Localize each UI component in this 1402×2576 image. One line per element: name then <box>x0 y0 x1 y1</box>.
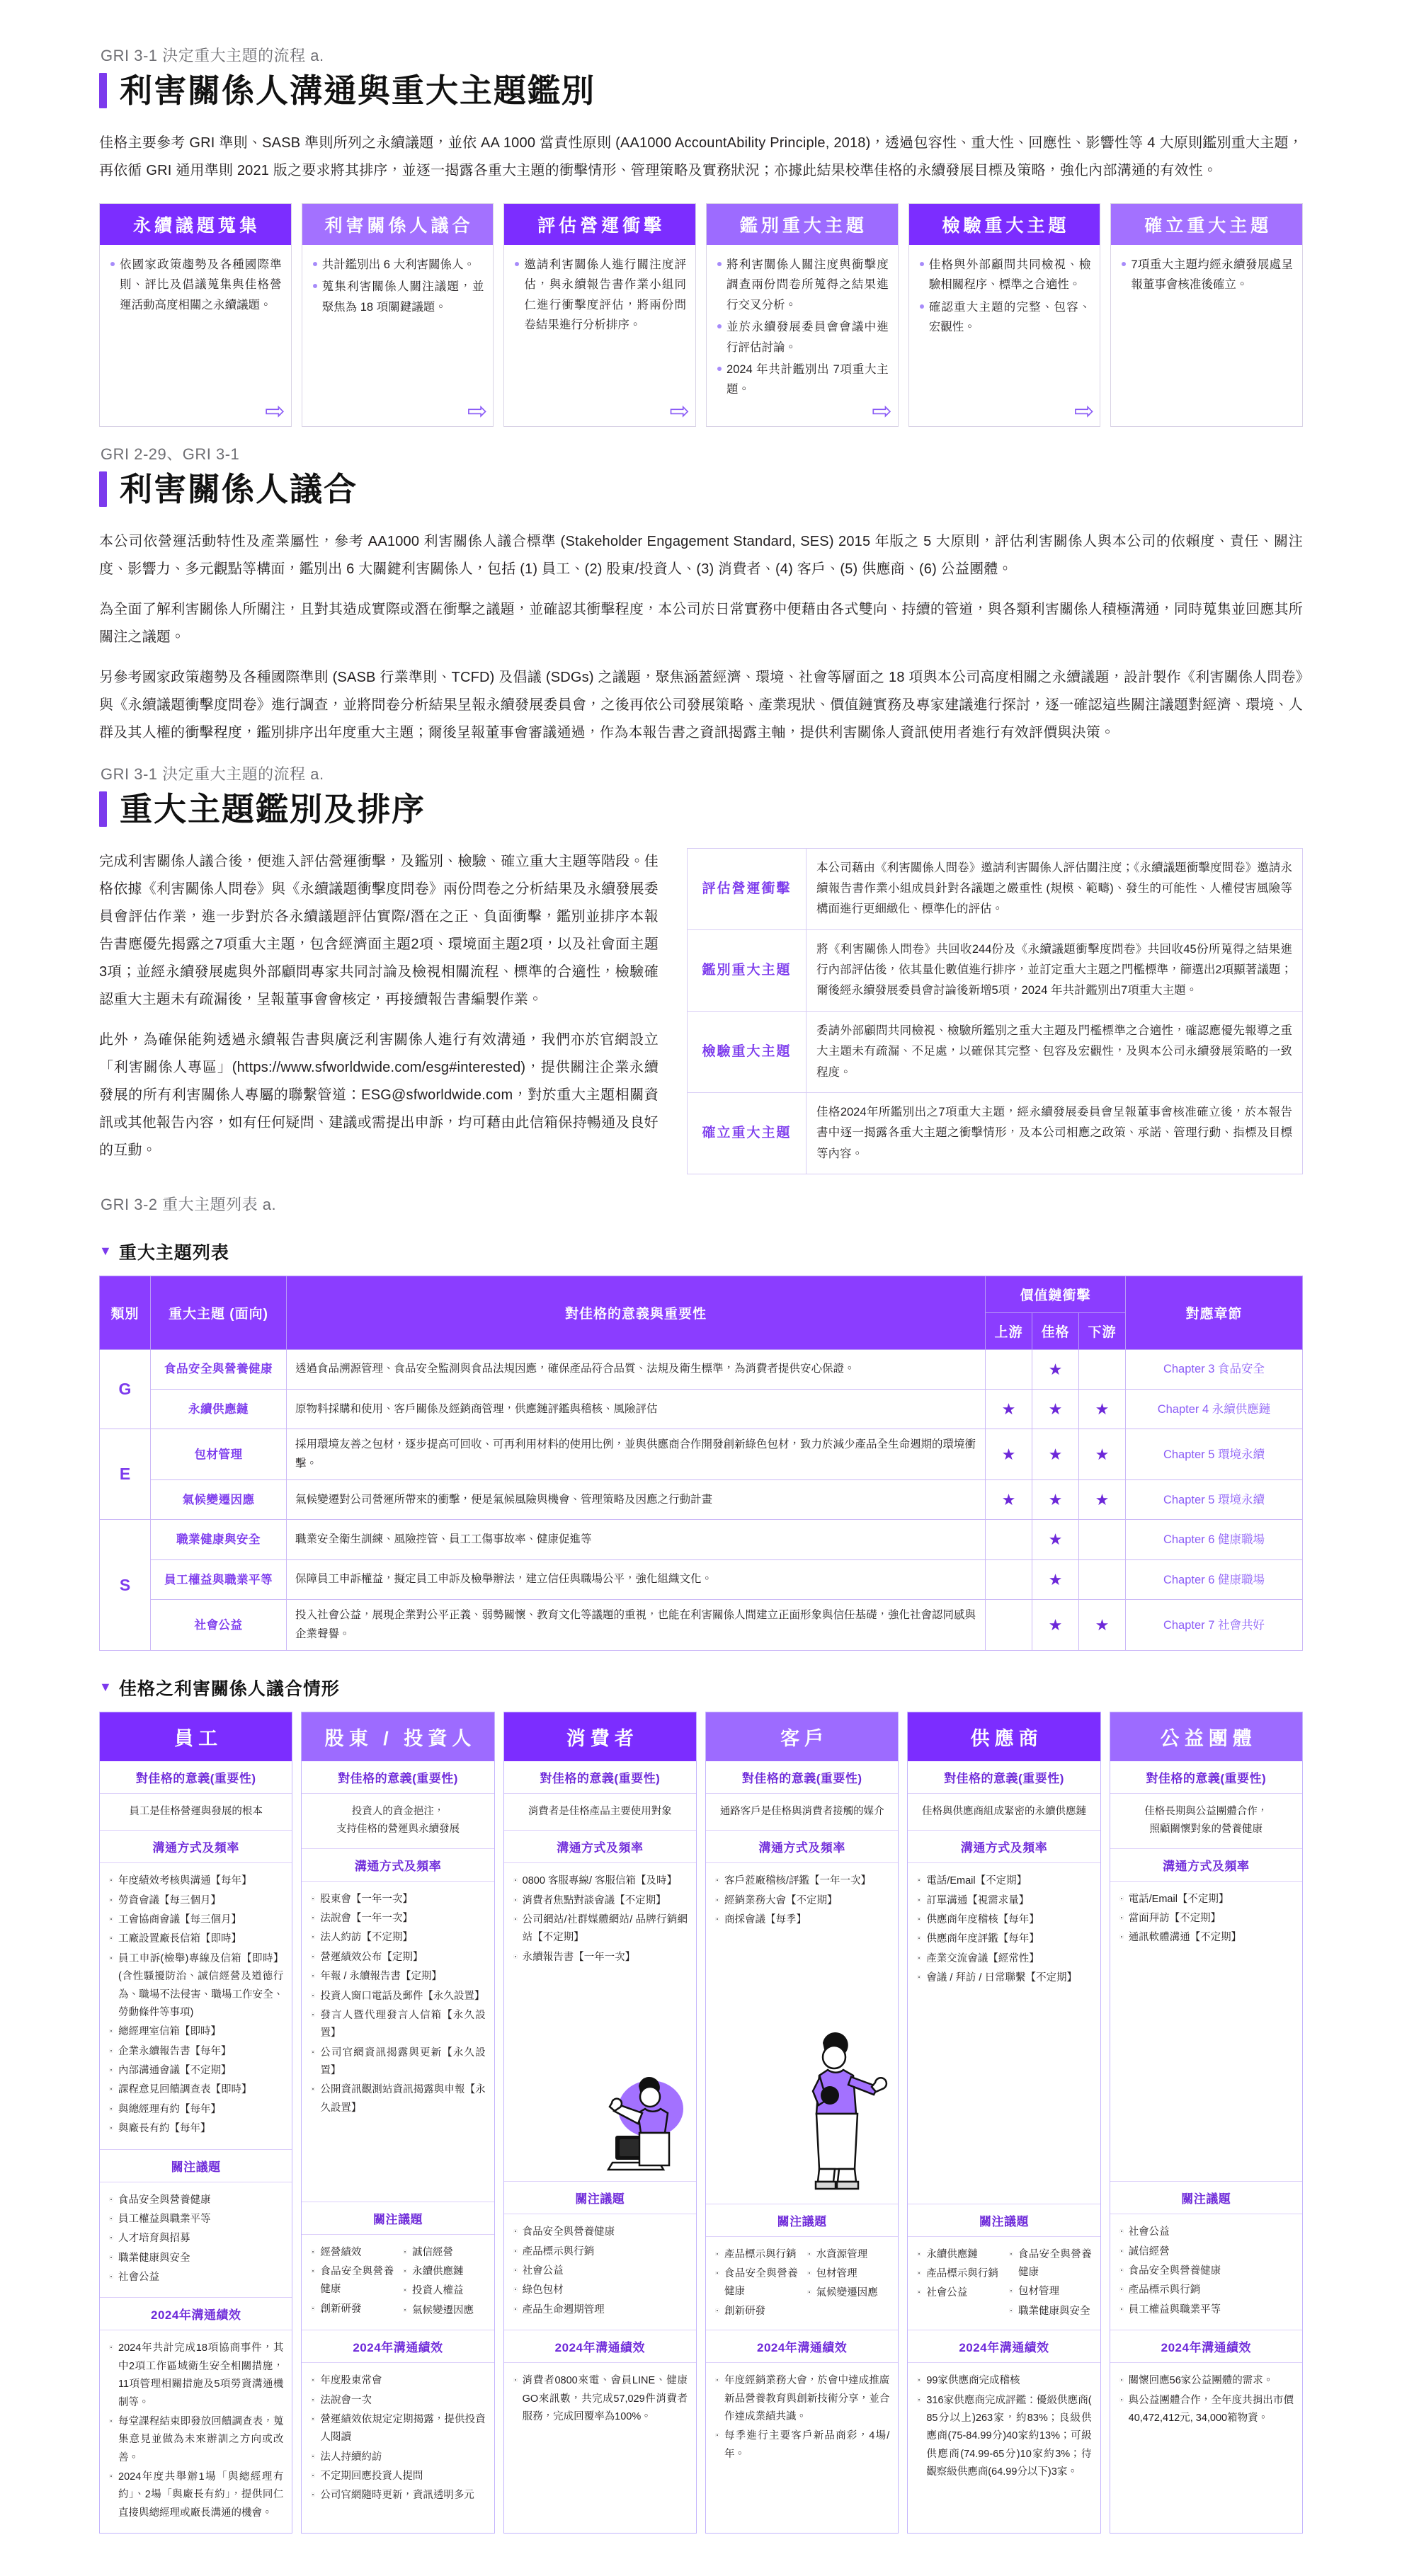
stakeholder-performance <box>302 2363 494 2533</box>
header-category: 類別 <box>100 1276 151 1349</box>
stakeholder-name: 員工 <box>100 1712 292 1761</box>
table-row <box>100 1480 1303 1520</box>
list-item: 與總經理有約【每年】 <box>108 2101 283 2119</box>
flow-step-title: 確立重大主題 <box>1111 204 1302 245</box>
materiality-star-upstream <box>986 1349 1032 1389</box>
stakeholder-topics <box>1110 2214 1302 2330</box>
header-upstream: 上游 <box>986 1312 1032 1349</box>
flow-step-card <box>99 203 292 427</box>
materiality-meaning: 透過食品溯源管理、食品安全監測與食品法規因應，確保產品符合品質、法規及衛生標準，為消費者提供安心保證。 <box>287 1349 986 1389</box>
section3-title: 重大主題鑑別及排序 <box>120 790 426 828</box>
row-label-meaning: 對佳格的意義(重要性) <box>908 1761 1100 1794</box>
row-label-topics: 關注議題 <box>706 2204 898 2237</box>
list-item: 綠色包材 <box>513 2282 688 2299</box>
list-item: 勞資會議【每三個月】 <box>108 1892 283 1910</box>
stakeholder-performance <box>504 2363 696 2533</box>
stakeholder-topics <box>504 2214 696 2330</box>
flow-step-card <box>1110 203 1303 427</box>
stakeholder-channels <box>100 1863 292 2149</box>
materiality-chapter: Chapter 6 健康職場 <box>1126 1520 1303 1559</box>
accent-bar <box>99 73 107 108</box>
page-title: 利害關係人溝通與重大主題鑑別 <box>120 72 595 109</box>
list-item: 員工權益與職業平等 <box>1119 2301 1294 2319</box>
table-row <box>100 1349 1303 1389</box>
materiality-topic: 永續供應鏈 <box>151 1390 287 1429</box>
stakeholder-channels <box>1110 1882 1302 2182</box>
list-item: 0800 客服專線/ 客服信箱【及時】 <box>513 1872 688 1890</box>
list-item: 食品安全與營養健康 <box>310 2263 394 2299</box>
list-item: 誠信經營 <box>402 2244 486 2262</box>
row-label-channels: 溝通方式及頻率 <box>908 1831 1100 1863</box>
row-label-meaning: 對佳格的意義(重要性) <box>504 1761 696 1794</box>
list-item: 氣候變遷因應 <box>402 2302 486 2320</box>
list-item: 誠信經營 <box>1119 2243 1294 2261</box>
list-item: 每堂課程結束即發放回饋調查表，蒐集意見並做為未來辦訓之方向或改善。 <box>108 2413 283 2467</box>
materiality-star-self: ★ <box>1032 1480 1079 1520</box>
header-meaning: 對佳格的意義與重要性 <box>287 1276 986 1349</box>
table-row <box>100 1600 1303 1651</box>
stakeholder-name: 客戶 <box>706 1712 898 1761</box>
materiality-meaning: 氣候變遷對公司營運所帶來的衝擊，便是氣候風險與機會、管理策略及因應之行動計畫 <box>287 1480 986 1520</box>
flow-step-card <box>503 203 696 427</box>
stakeholder-engagement-grid <box>99 1712 1303 2534</box>
materiality-star-downstream: ★ <box>1079 1429 1126 1480</box>
row-label-topics: 關注議題 <box>908 2204 1100 2237</box>
materiality-topic: 氣候變遷因應 <box>151 1480 287 1520</box>
list-item: 法人持續約訪 <box>310 2449 485 2466</box>
stakeholder-name: 消費者 <box>504 1712 696 1761</box>
list-item: 經營績效 <box>310 2244 394 2262</box>
stakeholder-performance <box>1110 2363 1302 2533</box>
materiality-category: S <box>100 1520 151 1650</box>
flow-step-body <box>1111 245 1302 321</box>
list-item: 企業永續報告書【每年】 <box>108 2043 283 2061</box>
row-label-topics: 關注議題 <box>302 2202 494 2235</box>
section3-paragraph: 完成利害關係人議合後，便進入評估營運衝擊，及鑑別、檢驗、確立重大主題等階段。佳格依據《利害關係人問卷》與《永續議題衝擊度問卷》兩份問卷之分析結果及永續發展委員會評估作業，進一步對於各永續議題評估實際/潛在之正、負面衝擊，鑑別並排序本報告書應優先揭露之7項重大主題，包含經濟面主題2項、環境面主題2項，以及社會面主題3項；並經永續發展處與外部顧問專家共同討論及檢視相關流程、標準的合適性，檢驗確認重大主題未有疏漏後，呈報董事會會核定，再接續報告書編製作業。 <box>99 853 659 1007</box>
list-item: 產品標示與行銷 <box>916 2265 1000 2283</box>
list-item: 產品標示與行銷 <box>513 2243 688 2261</box>
process-stage-label: 確立重大主題 <box>688 1092 807 1174</box>
list-item: 產品標示與行銷 <box>714 2246 798 2264</box>
list-item: 當面拜訪【不定期】 <box>1119 1910 1294 1928</box>
section3-title-wrap <box>99 791 1303 827</box>
materiality-star-upstream <box>986 1559 1032 1599</box>
list-item: 營運績效公布【定期】 <box>310 1949 485 1967</box>
list-item: 316家供應商完成評鑑：優級供應商( 85分以上)263家，約83%；良級供應商(75-84.99分)40家約13%；可級供應商(74.99-65分)10家約3%；待觀察級供應商(64.99分以下)3家。 <box>916 2392 1091 2482</box>
materiality-star-self: ★ <box>1032 1390 1079 1429</box>
list-item: 員工申訴(檢舉)專線及信箱【即時】 (含性騷擾防治、誠信經營及道德行為、職場不法侵害、職場工作安全、勞動條件等事項) <box>108 1950 283 2022</box>
stakeholder-channels <box>504 1863 696 2182</box>
section2-title: 利害關係人議合 <box>120 470 358 508</box>
engagement-heading <box>99 1675 1303 1700</box>
materiality-star-self: ★ <box>1032 1520 1079 1559</box>
materiality-star-self: ★ <box>1032 1349 1079 1389</box>
process-stage-row <box>688 1092 1303 1174</box>
row-label-topics: 關注議題 <box>100 2150 292 2182</box>
gri-tag-section3: GRI 3-1 決定重大主題的流程 a. <box>101 765 324 783</box>
list-item: 電話/Email【不定期】 <box>1119 1891 1294 1908</box>
gri-tag-section1: GRI 3-1 決定重大主題的流程 a. <box>101 47 324 64</box>
caret-down-icon: ▼ <box>99 1244 112 1259</box>
list-item: 公司官網隨時更新，資訊透明多元 <box>310 2487 485 2505</box>
materiality-meaning: 原物料採購和使用、客戶關係及經銷商管理，供應鏈評鑑與稽核、風險評估 <box>287 1390 986 1429</box>
flow-step-item: 並於永續發展委員會會議中進行評估討論。 <box>716 317 889 357</box>
list-item: 包材管理 <box>807 2265 890 2283</box>
materiality-star-self: ★ <box>1032 1600 1079 1651</box>
flow-step-body <box>100 245 291 341</box>
flow-step-body <box>707 245 898 426</box>
flow-step-title: 利害關係人議合 <box>302 204 494 245</box>
stakeholder-meaning: 員工是佳格營運與發展的根本 <box>100 1794 292 1831</box>
list-item: 產品標示與行銷 <box>1119 2282 1294 2299</box>
stakeholder-card <box>705 1712 899 2534</box>
materiality-star-self: ★ <box>1032 1559 1079 1599</box>
arrow-right-icon: ⇨ <box>1073 397 1095 425</box>
arrow-right-icon: ⇨ <box>265 397 285 425</box>
section2-paragraph: 另參考國家政策趨勢及各種國際準則 (SASB 行業準則、TCFD) 及倡議 (SDGs) 之議題，聚焦涵蓋經濟、環境、社會等層面之 18 項與本公司高度相關之永續議題，設計製作《利害關係人問卷》與《永續議題衝擊度問卷》進行調查，並將問卷分析結果呈報永續發展委員會，之後再依公司發展策略、產業現狀、價值鏈實務及專家建議進行探討，逐一確認這些關注議題對經濟、環境、人群及其人權的衝擊程度，鑑別排序出年度重大主題；爾後呈報董事會審議通過，作為本報告書之資訊揭露主軸，提供利害關係人資訊使用者進行有效評價與決策。 <box>99 669 1303 740</box>
materiality-meaning: 保障員工申訴權益，擬定員工申訴及檢舉辦法，建立信任與職場公平，強化組織文化。 <box>287 1559 986 1599</box>
caret-down-icon: ▼ <box>99 1680 112 1695</box>
process-flow <box>99 203 1303 427</box>
list-item: 社會公益 <box>1119 2223 1294 2241</box>
row-label-meaning: 對佳格的意義(重要性) <box>302 1761 494 1794</box>
materiality-category: E <box>100 1429 151 1520</box>
engagement-heading-label: 佳格之利害關係人議合情形 <box>118 1678 340 1699</box>
stakeholder-name: 供應商 <box>908 1712 1100 1761</box>
materiality-topic: 包材管理 <box>151 1429 287 1480</box>
list-item: 總經理室信箱【即時】 <box>108 2023 283 2041</box>
row-label-topics: 關注議題 <box>504 2182 696 2214</box>
gri-tag-materiality: GRI 3-2 重大主題列表 a. <box>101 1195 277 1213</box>
gri-tag-section2: GRI 2-29、GRI 3-1 <box>101 445 240 463</box>
header-self: 佳格 <box>1032 1312 1079 1349</box>
process-stage-label: 鑑別重大主題 <box>688 929 807 1011</box>
list-item: 2024年共計完成18項協商事件，其中2項工作區域衛生安全相關措施，11項管理相關措施及5項勞資溝通機制等。 <box>108 2340 283 2412</box>
process-stage-text: 本公司藉由《利害關係人問卷》邀請利害關係人評估關注度；《永續議題衝擊度問卷》邀請永續報告書作業小組成員針對各議題之嚴重性 (規模、範疇)、發生的可能性、人權侵害風險等構面進行更細緻化、標準化的評估。 <box>807 848 1303 929</box>
flow-step-body <box>504 245 695 362</box>
stakeholder-topics <box>908 2237 1100 2331</box>
list-item: 投資人窗口電話及郵件【永久設置】 <box>310 1988 485 2005</box>
row-label-channels: 溝通方式及頻率 <box>1110 1849 1302 1882</box>
list-item: 產業交流會議【經常性】 <box>916 1950 1091 1968</box>
list-item: 消費者焦點對談會議【不定期】 <box>513 1892 688 1910</box>
row-label-performance: 2024年溝通績效 <box>302 2330 494 2363</box>
section3-paragraph: 此外，為確保能夠透過永續報告書與廣泛利害關係人進行有效溝通，我們亦於官網設立「利害關係人專區」(https://www.sfworldwide.com/esg#interested)，提供關注企業永續發展的所有利害關係人專屬的聯繫管道：ESG@sfworldwide.com，對於重大主題相關資訊或其他報告內容，如有任何疑問、建議或需提出申訴，均可藉由此信箱保持暢通及良好的互動。 <box>99 1031 659 1158</box>
list-item: 年報 / 永續報告書【定期】 <box>310 1968 485 1986</box>
list-item: 食品安全與營養健康 <box>714 2265 798 2301</box>
list-item: 投資人權益 <box>402 2282 486 2300</box>
row-label-channels: 溝通方式及頻率 <box>504 1831 696 1863</box>
list-item: 包材管理 <box>1008 2283 1092 2301</box>
stakeholder-performance <box>908 2363 1100 2533</box>
list-item: 訂單溝通【視需求量】 <box>916 1892 1091 1910</box>
section3-table-column <box>687 848 1303 1174</box>
header-topic: 重大主題 (面向) <box>151 1276 287 1349</box>
table-row <box>100 1390 1303 1429</box>
stakeholder-name: 股東 / 投資人 <box>302 1712 494 1761</box>
stakeholder-topics <box>706 2237 898 2331</box>
list-item: 年度股東常會 <box>310 2372 485 2390</box>
list-item: 食品安全與營養健康 <box>1008 2246 1092 2282</box>
flow-step-title: 評估營運衝擊 <box>504 204 695 245</box>
list-item: 職業健康與安全 <box>1008 2303 1092 2320</box>
row-label-channels: 溝通方式及頻率 <box>302 1849 494 1882</box>
materiality-star-downstream: ★ <box>1079 1390 1126 1429</box>
stakeholder-performance <box>100 2330 292 2533</box>
list-item: 食品安全與營養健康 <box>1119 2262 1294 2280</box>
list-item: 營運績效依規定定期揭露，提供投資人閱讀 <box>310 2411 485 2447</box>
row-label-channels: 溝通方式及頻率 <box>706 1831 898 1863</box>
list-item: 每季進行主要客戶新品商彩，4場/年。 <box>714 2427 889 2463</box>
materiality-table <box>99 1276 1303 1651</box>
materiality-star-downstream <box>1079 1520 1126 1559</box>
materiality-chapter: Chapter 5 環境永續 <box>1126 1429 1303 1480</box>
illustration-person-laptop <box>571 2058 692 2181</box>
flow-step-body <box>302 245 494 343</box>
stakeholder-meaning: 通路客戶是佳格與消費者接觸的媒介 <box>706 1794 898 1831</box>
list-item: 氣候變遷因應 <box>807 2284 890 2302</box>
materiality-category: G <box>100 1349 151 1429</box>
process-stage-row <box>688 929 1303 1011</box>
section2-title-wrap <box>99 471 1303 507</box>
process-stage-row <box>688 1011 1303 1092</box>
list-item: 通訊軟體溝通【不定期】 <box>1119 1929 1294 1947</box>
materiality-meaning: 投入社會公益，展現企業對公平正義、弱勢關懷、教育文化等議題的重視，也能在利害關係人間建立正面形象與信任基礎，強化社會認同感與企業聲譽。 <box>287 1600 986 1651</box>
materiality-chapter: Chapter 4 永續供應鏈 <box>1126 1390 1303 1429</box>
section3-columns <box>99 848 1303 1177</box>
arrow-right-icon: ⇨ <box>872 397 892 425</box>
materiality-chapter: Chapter 5 環境永續 <box>1126 1480 1303 1520</box>
header-value-chain: 價值鏈衝擊 <box>986 1276 1126 1312</box>
row-label-performance: 2024年溝通績效 <box>706 2330 898 2363</box>
list-item: 會議 / 拜訪 / 日常聯繫【不定期】 <box>916 1969 1091 1987</box>
stakeholder-performance <box>706 2363 898 2533</box>
stakeholder-card <box>907 1712 1100 2534</box>
list-item: 創新研發 <box>310 2301 394 2318</box>
stakeholder-card <box>301 1712 494 2534</box>
list-item: 食品安全與營養健康 <box>513 2223 688 2241</box>
process-stage-row <box>688 848 1303 929</box>
materiality-star-upstream: ★ <box>986 1480 1032 1520</box>
list-item: 客戶蒞廠稽核/評鑑【一年一次】 <box>714 1872 889 1890</box>
flow-step-card <box>908 203 1101 427</box>
flow-step-item: 將利害關係人關注度與衝擊度調查兩份問卷所蒐得之結果進行交叉分析。 <box>716 255 889 315</box>
materiality-star-upstream: ★ <box>986 1429 1032 1480</box>
section1-paragraph: 佳格主要參考 GRI 準則、SASB 準則所列之永續議題，並依 AA 1000 當責性原則 (AA1000 AccountAbility Principle, 2018)，透過包容性、重大性、回應性、影響性等 4 大原則鑑別重大主題，再依循 GRI 通用準則 2021 版之要求將其排序，並逐一揭露各重大主題的衝擊情形、管理策略及實務狀況；亦據此結果校準佳格的永續發展目標及策略，強化內部溝通的有效性。 <box>99 135 1303 178</box>
materiality-star-downstream: ★ <box>1079 1480 1126 1520</box>
list-item: 公開資訊觀測站資訊揭露與申報【永久設置】 <box>310 2081 485 2117</box>
list-item: 員工權益與職業平等 <box>108 2211 283 2228</box>
list-item: 供應商年度稽核【每年】 <box>916 1911 1091 1929</box>
list-item: 法人約訪【不定期】 <box>310 1929 485 1947</box>
materiality-star-upstream <box>986 1520 1032 1559</box>
materiality-header-row <box>100 1276 1303 1312</box>
list-item: 與廠長有約【每年】 <box>108 2120 283 2138</box>
row-label-performance: 2024年溝通績效 <box>100 2298 292 2330</box>
list-item: 職業健康與安全 <box>108 2250 283 2267</box>
list-item: 供應商年度評鑑【每年】 <box>916 1930 1091 1948</box>
list-item: 課程意見回饋調查表【即時】 <box>108 2081 283 2099</box>
arrow-right-icon: ⇨ <box>467 397 488 425</box>
list-item: 社會公益 <box>513 2262 688 2280</box>
process-stage-label: 檢驗重大主題 <box>688 1011 807 1092</box>
stakeholder-channels <box>908 1863 1100 2204</box>
list-item: 商採會議【每季】 <box>714 1911 889 1929</box>
flow-step-item: 確認重大主題的完整、包容、宏觀性。 <box>918 297 1091 338</box>
list-item: 不定期回應投資人提問 <box>310 2468 485 2485</box>
table-row <box>100 1520 1303 1559</box>
table-row <box>100 1559 1303 1599</box>
process-stage-text: 佳格2024年所鑑別出之7項重大主題，經永續發展委員會呈報董事會核准確立後，於本報告書中逐一揭露各重大主題之衝擊情形，及本公司相應之政策、承諾、管理行動、指標及目標等內容。 <box>807 1092 1303 1174</box>
list-item: 人才培育與招募 <box>108 2230 283 2248</box>
list-item: 永續供應鏈 <box>402 2263 486 2281</box>
section2-paragraph: 本公司依營運活動特性及產業屬性，參考 AA1000 利害關係人議合標準 (Stakeholder Engagement Standard, SES) 2015 年版之 5 大原則，評估利害關係人與本公司的依賴度、責任、關注度、影響力、多元觀點等構面，鑑別出 6 大關鍵利害關係人，包括 (1) 員工、(2) 股東/投資人、(3) 消費者、(4) 客戶、(5) 供應商、(6) 公益團體。 <box>99 533 1303 577</box>
accent-bar <box>99 791 107 827</box>
arrow-right-icon: ⇨ <box>669 397 690 425</box>
row-label-topics: 關注議題 <box>1110 2182 1302 2214</box>
process-stage-text: 委請外部顧問共同檢視、檢驗所鑑別之重大主題及門檻標準之合適性，確認應優先報導之重大主題未有疏漏、不足處，以確保其完整、包容及宏觀性，及與本公司永續發展策略的一致程度。 <box>807 1011 1303 1092</box>
stakeholder-channels <box>706 1863 898 2204</box>
list-item: 關懷回應56家公益團體的需求。 <box>1119 2372 1294 2390</box>
materiality-chapter: Chapter 3 食品安全 <box>1126 1349 1303 1389</box>
row-label-meaning: 對佳格的意義(重要性) <box>100 1761 292 1794</box>
list-item: 創新研發 <box>714 2303 798 2320</box>
list-item: 社會公益 <box>916 2284 1000 2302</box>
flow-step-item: 邀請利害關係人進行關注度評估，與永續報告書作業小組同仁進行衝擊度評估，將兩份問卷結果進行分析排序。 <box>513 255 686 336</box>
section2-paragraph: 為全面了解利害關係人所關注，且對其造成實際或潛在衝擊之議題，並確認其衝擊程度，本公司於日常實務中便藉由各式雙向、持續的管道，與各類利害關係人積極溝通，同時蒐集並回應其所關注之議題。 <box>99 601 1303 645</box>
list-item: 工會協商會議【每三個月】 <box>108 1911 283 1929</box>
stakeholder-topics <box>100 2182 292 2299</box>
stakeholder-channels <box>302 1882 494 2202</box>
flow-step-title: 檢驗重大主題 <box>909 204 1100 245</box>
accent-bar <box>99 471 107 507</box>
materiality-topic: 社會公益 <box>151 1600 287 1651</box>
list-item: 永續供應鏈 <box>916 2246 1000 2264</box>
materiality-topic: 職業健康與安全 <box>151 1520 287 1559</box>
list-item: 法說會一次 <box>310 2392 485 2410</box>
flow-step-item: 2024 年共計鑑別出 7項重大主題。 <box>716 360 889 400</box>
table-row <box>100 1429 1303 1480</box>
list-item: 與公益團體合作，全年度共捐出市價40,472,412元, 34,000箱物資。 <box>1119 2392 1294 2428</box>
stakeholder-meaning: 消費者是佳格產品主要使用對象 <box>504 1794 696 1831</box>
list-item: 年度績效考核與溝通【每年】 <box>108 1872 283 1890</box>
flow-step-card <box>706 203 899 427</box>
stakeholder-name: 公益團體 <box>1110 1712 1302 1761</box>
row-label-meaning: 對佳格的意義(重要性) <box>706 1761 898 1794</box>
materiality-star-upstream: ★ <box>986 1390 1032 1429</box>
list-item: 產品生命週期管理 <box>513 2301 688 2319</box>
flow-step-title: 鑑別重大主題 <box>707 204 898 245</box>
list-item: 永續報告書【一年一次】 <box>513 1949 688 1967</box>
list-item: 消費者0800來電、會員LINE、健康GO來訊數，共完成57,029件消費者服務，完成回覆率為100%。 <box>513 2372 688 2426</box>
flow-step-item: 依國家政策趨勢及各種國際準則、評比及倡議蒐集與佳格營運活動高度相關之永續議題。 <box>109 255 282 315</box>
list-item: 年度經銷業務大會，於會中達成推廣新品營養教育與創新技術分享，並合作達成業績共識。 <box>714 2372 889 2426</box>
list-item: 電話/Email【不定期】 <box>916 1872 1091 1890</box>
flow-step-item: 蒐集利害關係人關注議題，並聚焦為 18 項關鍵議題。 <box>312 277 484 317</box>
materiality-meaning: 採用環境友善之包材，逐步提高可回收、可再利用材料的使用比例，並與供應商合作開發創新綠色包材，致力於減少產品全生命週期的環境衝擊。 <box>287 1429 986 1480</box>
flow-step-item: 7項重大主題均經永續發展處呈報董事會核准後確立。 <box>1120 255 1293 295</box>
list-item: 水資源管理 <box>807 2246 890 2264</box>
header-downstream: 下游 <box>1079 1312 1126 1349</box>
process-stage-label: 評估營運衝擊 <box>688 848 807 929</box>
process-stage-table <box>687 848 1303 1174</box>
list-item: 工廠設置廠長信箱【即時】 <box>108 1930 283 1948</box>
row-label-performance: 2024年溝通績效 <box>1110 2330 1302 2363</box>
section1-title-wrap <box>99 73 1303 108</box>
stakeholder-meaning: 投資人的資金挹注， 支持佳格的營運與永續發展 <box>302 1794 494 1849</box>
list-item: 經銷業務大會【不定期】 <box>714 1892 889 1910</box>
materiality-star-downstream: ★ <box>1079 1600 1126 1651</box>
row-label-performance: 2024年溝通績效 <box>504 2330 696 2363</box>
materiality-meaning: 職業安全衛生訓練、風險控管、員工工傷事故率、健康促進等 <box>287 1520 986 1559</box>
materiality-star-downstream <box>1079 1349 1126 1389</box>
flow-step-item: 佳格與外部顧問共同檢視、檢驗相關程序、標準之合適性。 <box>918 255 1091 295</box>
illustration-person-pointing <box>787 2030 894 2203</box>
stakeholder-card <box>99 1712 292 2534</box>
materiality-star-upstream <box>986 1600 1032 1651</box>
stakeholder-meaning: 佳格與供應商組成緊密的永續供應鏈 <box>908 1794 1100 1831</box>
list-item: 法說會【一年一次】 <box>310 1910 485 1928</box>
materiality-topic: 食品安全與營養健康 <box>151 1349 287 1389</box>
materiality-chapter: Chapter 7 社會共好 <box>1126 1600 1303 1651</box>
stakeholder-card <box>1110 1712 1303 2534</box>
materiality-topic: 員工權益與職業平等 <box>151 1559 287 1599</box>
flow-step-card <box>302 203 494 427</box>
header-chapter: 對應章節 <box>1126 1276 1303 1349</box>
list-item: 2024年度共舉辦1場「與總經理有約」、2場「與廠長有約」，提供同仁直接與總經理或廠長溝通的機會。 <box>108 2468 283 2522</box>
materiality-chapter: Chapter 6 健康職場 <box>1126 1559 1303 1599</box>
section3-text-column <box>99 848 659 1177</box>
materiality-heading <box>99 1239 1303 1264</box>
stakeholder-card <box>503 1712 697 2534</box>
process-stage-text: 將《利害關係人問卷》共回收244份及《永續議題衝擊度問卷》共回收45份所蒐得之結果進行內部評估後，依其量化數值進行排序，並訂定重大主題之門檻標準，篩選出2項顯著議題；爾後經永續發展委員會討論後新增5項，2024 年共計鑑別出7項重大主題。 <box>807 929 1303 1011</box>
materiality-star-self: ★ <box>1032 1429 1079 1480</box>
list-item: 社會公益 <box>108 2269 283 2286</box>
materiality-star-downstream <box>1079 1559 1126 1599</box>
list-item: 公司網站/社群媒體網站/ 品牌行銷網站【不定期】 <box>513 1911 688 1947</box>
list-item: 食品安全與營養健康 <box>108 2192 283 2209</box>
flow-step-item: 共計鑑別出 6 大利害關係人。 <box>312 255 484 275</box>
flow-step-body <box>909 245 1100 364</box>
stakeholder-topics <box>302 2235 494 2331</box>
list-item: 股東會【一年一次】 <box>310 1891 485 1908</box>
row-label-performance: 2024年溝通績效 <box>908 2330 1100 2363</box>
stakeholder-meaning: 佳格長期與公益團體合作， 照顧關懷對象的營養健康 <box>1110 1794 1302 1849</box>
flow-step-title: 永續議題蒐集 <box>100 204 291 245</box>
row-label-channels: 溝通方式及頻率 <box>100 1831 292 1863</box>
materiality-heading-label: 重大主題列表 <box>118 1242 229 1263</box>
list-item: 公司官網資訊揭露與更新【永久設置】 <box>310 2044 485 2080</box>
list-item: 內部溝通會議【不定期】 <box>108 2062 283 2080</box>
list-item: 99家供應商完成稽核 <box>916 2372 1091 2390</box>
list-item: 發言人暨代理發言人信箱【永久設置】 <box>310 2007 485 2043</box>
row-label-meaning: 對佳格的意義(重要性) <box>1110 1761 1302 1794</box>
